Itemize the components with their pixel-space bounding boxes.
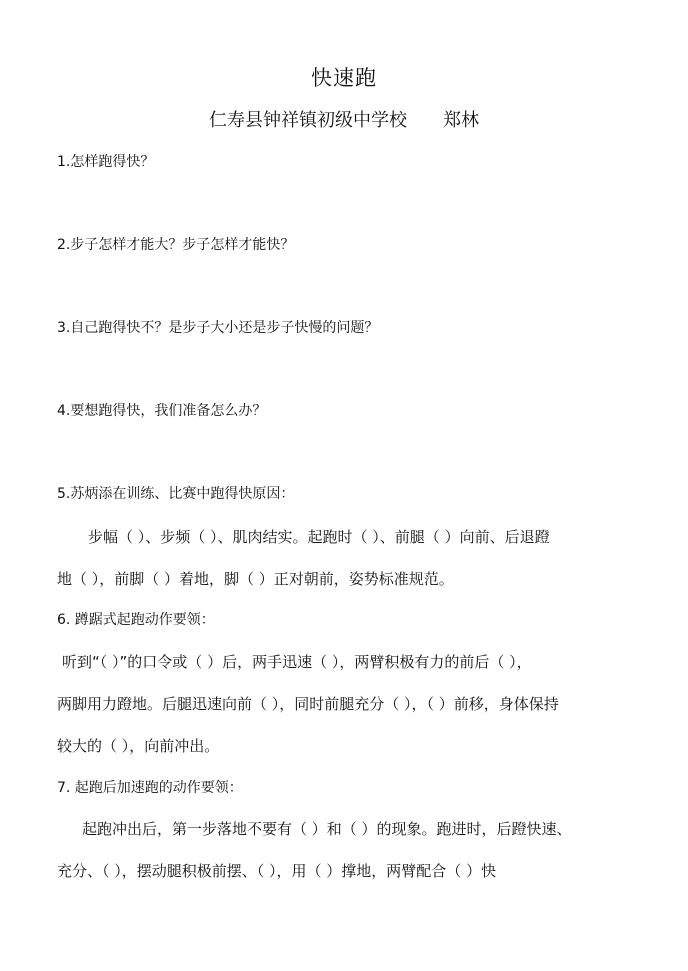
q6-body-line-3: 较大的（ ），向前冲出。	[57, 737, 220, 755]
question-1: 1.怎样跑得快？	[57, 154, 155, 170]
page-subtitle	[0, 106, 688, 132]
q7-body-line-2: 充分、（ ），摆动腿积极前摆、（ ），用（ ）撑地，两臂配合（ ）快	[57, 862, 497, 880]
question-5: 5.苏炳添在训练、比赛中跑得快原因：	[57, 486, 295, 502]
question-3: 3.自己跑得快不？是步子大小还是步子快慢的问题？	[57, 320, 379, 336]
author-name: 郑林	[443, 110, 479, 131]
page-title: 快速跑	[311, 66, 377, 90]
question-2: 2.步子怎样才能大？步子怎样才能快？	[57, 237, 295, 253]
q7-body-line-1: 起跑冲出后，第一步落地不要有（ ）和（ ）的现象。跑进时，后蹬快速、	[82, 820, 572, 838]
question-6: 6. 蹲踞式起跑动作要领：	[57, 612, 215, 628]
question-4: 4.要想跑得快，我们准备怎么办？	[57, 403, 267, 419]
q5-body-line-1: 步幅（ ）、步频（ ）、肌肉结实。起跑时（ ）、前腿（ ）向前、后退蹬	[88, 528, 550, 546]
q6-body-line-1: 听到“（ ）”的口令或（ ）后，两手迅速（ ），两臂积极有力的前后（ ），	[62, 653, 532, 671]
q6-body-line-2: 两脚用力蹬地。后腿迅速向前（ ），同时前腿充分（ ），（ ）前移，身体保持	[57, 695, 559, 713]
q5-body-line-2: 地（ ），前脚（ ）着地，脚（ ）正对朝前，姿势标准规范。	[57, 570, 454, 588]
school-name: 仁寿县钟祥镇初级中学校	[209, 110, 407, 131]
question-7: 7. 起跑后加速跑的动作要领：	[57, 780, 243, 796]
